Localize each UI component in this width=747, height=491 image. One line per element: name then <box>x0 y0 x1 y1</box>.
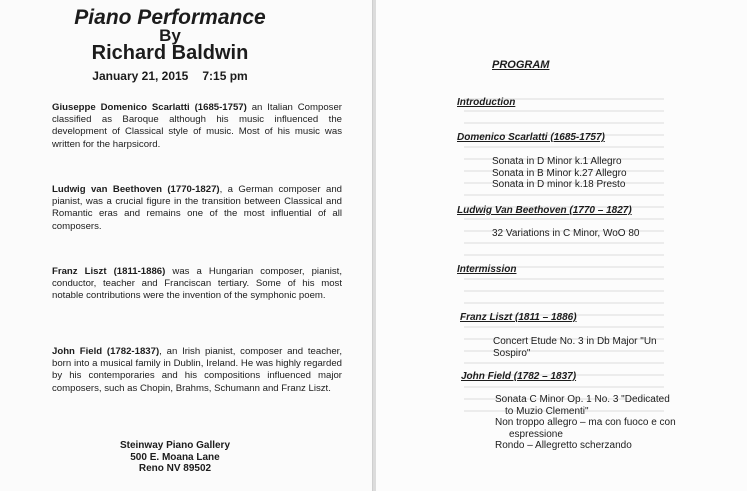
piece-item: 32 Variations in C Minor, WoO 80 <box>492 228 640 239</box>
right-page <box>376 0 747 491</box>
performer-name: Richard Baldwin <box>91 42 249 64</box>
bio-name: Ludwig van Beethoven (1770-1827) <box>52 184 220 195</box>
by-line: By <box>159 26 181 45</box>
bio-scarlatti <box>52 102 342 151</box>
bio-name: John Field (1782-1837) <box>52 346 160 357</box>
field-pieces <box>495 394 676 452</box>
venue-address <box>0 440 350 475</box>
venue-city: Reno NV 89502 <box>138 463 212 474</box>
piece-item: Concert Etude No. 3 in Db Major "Un <box>493 336 657 347</box>
beethoven-heading: Ludwig Van Beethoven (1770 – 1827) <box>457 205 632 216</box>
piece-item: Sonata in D Minor k.1 Allegro <box>492 156 622 167</box>
piece-item: Sonata in D minor k.18 Presto <box>492 179 626 190</box>
bio-liszt <box>52 266 342 303</box>
field-heading: John Field (1782 – 1837) <box>461 371 577 382</box>
bio-name: Franz Liszt (1811-1886) <box>52 266 166 277</box>
piece-item: Sospiro" <box>493 347 531 359</box>
event-date: January 21, 2015 <box>92 69 189 83</box>
event-time: 7:15 pm <box>202 69 248 83</box>
bio-text: , an Irish pianist, composer and teacher, born into a musical family in Dublin, Ireland. He was highly regarded by his contemporaries and his compositions influenced major composers, such as Chopin, Brahms, Schumann and Franz Liszt. <box>52 346 342 394</box>
liszt-pieces <box>493 336 657 359</box>
piece-item: espressione <box>509 428 563 440</box>
date-time <box>0 69 340 83</box>
venue-name: Steinway Piano Gallery <box>119 440 231 451</box>
piece-item: Sonata C Minor Op. 1 No. 3 "Dedicated <box>495 394 670 405</box>
bio-text: , a German composer and pianist, was a crucial figure in the transition between Classical and Romantic eras and remains one of the most influential of all composers. <box>52 184 342 232</box>
bio-text: an Italian Composer classified as Baroque although his music influenced the development of Classical style of music. Most of his music was written for the harpsicord. <box>52 102 342 150</box>
intermission-heading: Intermission <box>457 264 517 275</box>
left-page <box>0 0 373 491</box>
bio-field <box>52 346 342 395</box>
program-heading: PROGRAM <box>492 59 550 71</box>
liszt-heading: Franz Liszt (1811 – 1886) <box>460 312 577 323</box>
program-title: Piano Performance <box>74 6 266 29</box>
introduction-heading: Introduction <box>457 97 516 108</box>
scarlatti-pieces <box>492 156 627 191</box>
scarlatti-heading: Domenico Scarlatti (1685-1757) <box>457 132 605 143</box>
beethoven-pieces <box>492 228 639 240</box>
piece-item: Sonata in B Minor k.27 Allegro <box>492 167 627 179</box>
piece-item: Non troppo allegro – ma con fuoco e con <box>495 417 676 428</box>
piece-item: Rondo – Allegretto scherzando <box>495 440 632 451</box>
bio-text: was a Hungarian composer, pianist, conductor, teacher and Franciscan tertiary. Some of his most notable contributions were the invention of the symphonic poem. <box>52 266 342 302</box>
venue-street: 500 E. Moana Lane <box>130 451 220 463</box>
bio-name: Giuseppe Domenico Scarlatti (1685-1757) <box>52 102 247 113</box>
piece-item: to Muzio Clementi" <box>505 405 589 417</box>
bio-beethoven <box>52 184 342 233</box>
